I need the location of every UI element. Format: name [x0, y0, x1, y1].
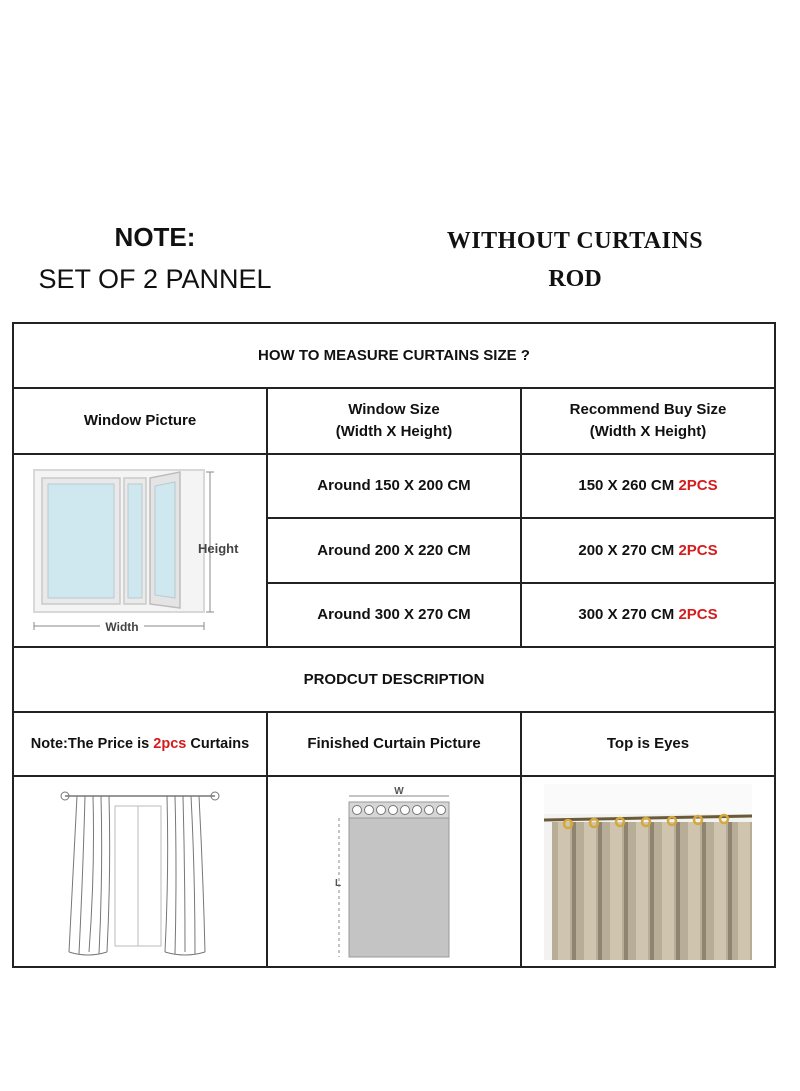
curtain-sketch	[14, 777, 266, 966]
measure-title: HOW TO MEASURE CURTAINS SIZE ?	[258, 346, 530, 364]
width-label: Width	[105, 620, 139, 634]
buy-size-value: 300 X 270 CM	[578, 606, 679, 623]
curtain-sketch-icon	[55, 782, 225, 962]
qty-badge: 2PCS	[678, 477, 718, 494]
col-recommend-size-unit: (Width X Height)	[589, 423, 707, 440]
table-row	[268, 584, 520, 646]
col-window-size: Window Size	[348, 401, 440, 418]
finished-picture-label: Finished Curtain Picture	[307, 735, 481, 752]
window-illustration	[20, 458, 260, 643]
col-recommend-size: Recommend Buy Size	[569, 401, 727, 418]
window-diagram	[14, 455, 266, 646]
table-row	[268, 519, 520, 582]
curtain-photo-image	[544, 784, 752, 960]
table-row	[522, 519, 774, 582]
table-row	[268, 455, 520, 517]
qty-badge: 2PCS	[678, 606, 718, 623]
buy-size-value: 200 X 270 CM	[578, 541, 679, 559]
panel-l-label: L	[335, 877, 342, 889]
curtain-photo	[522, 777, 774, 966]
price-note-prefix: Note:The Price is	[30, 736, 154, 752]
note-subtitle: SET OF 2 PANNEL	[38, 264, 272, 294]
qty-badge: 2PCS	[678, 541, 718, 559]
col-window-picture: Window Picture	[83, 412, 197, 429]
price-note	[14, 713, 266, 775]
table-row	[522, 584, 774, 646]
size-table	[12, 322, 776, 968]
description-title: PRODCUT DESCRIPTION	[303, 670, 485, 688]
window-size-value: Around 200 X 220 CM	[317, 541, 471, 559]
buy-size-value: 150 X 260 CM	[578, 477, 679, 494]
note-title: NOTE:	[114, 222, 196, 252]
window-size-value: Around 300 X 270 CM	[317, 606, 471, 623]
window-size-value: Around 150 X 200 CM	[317, 477, 471, 494]
table-row	[522, 455, 774, 517]
panel-diagram-icon	[319, 782, 469, 962]
panel-w-label: W	[394, 785, 404, 797]
top-eyes-label: Top is Eyes	[606, 735, 690, 752]
finished-curtain-diagram	[268, 777, 520, 966]
col-window-size-unit: (Width X Height)	[335, 423, 453, 440]
height-label: Height	[198, 541, 239, 556]
price-note-qty: 2pcs	[153, 736, 187, 752]
rod-note-line2: ROD	[548, 266, 602, 292]
price-note-suffix: Curtains	[186, 736, 250, 752]
rod-note-line1: WITHOUT CURTAINS	[446, 228, 704, 254]
